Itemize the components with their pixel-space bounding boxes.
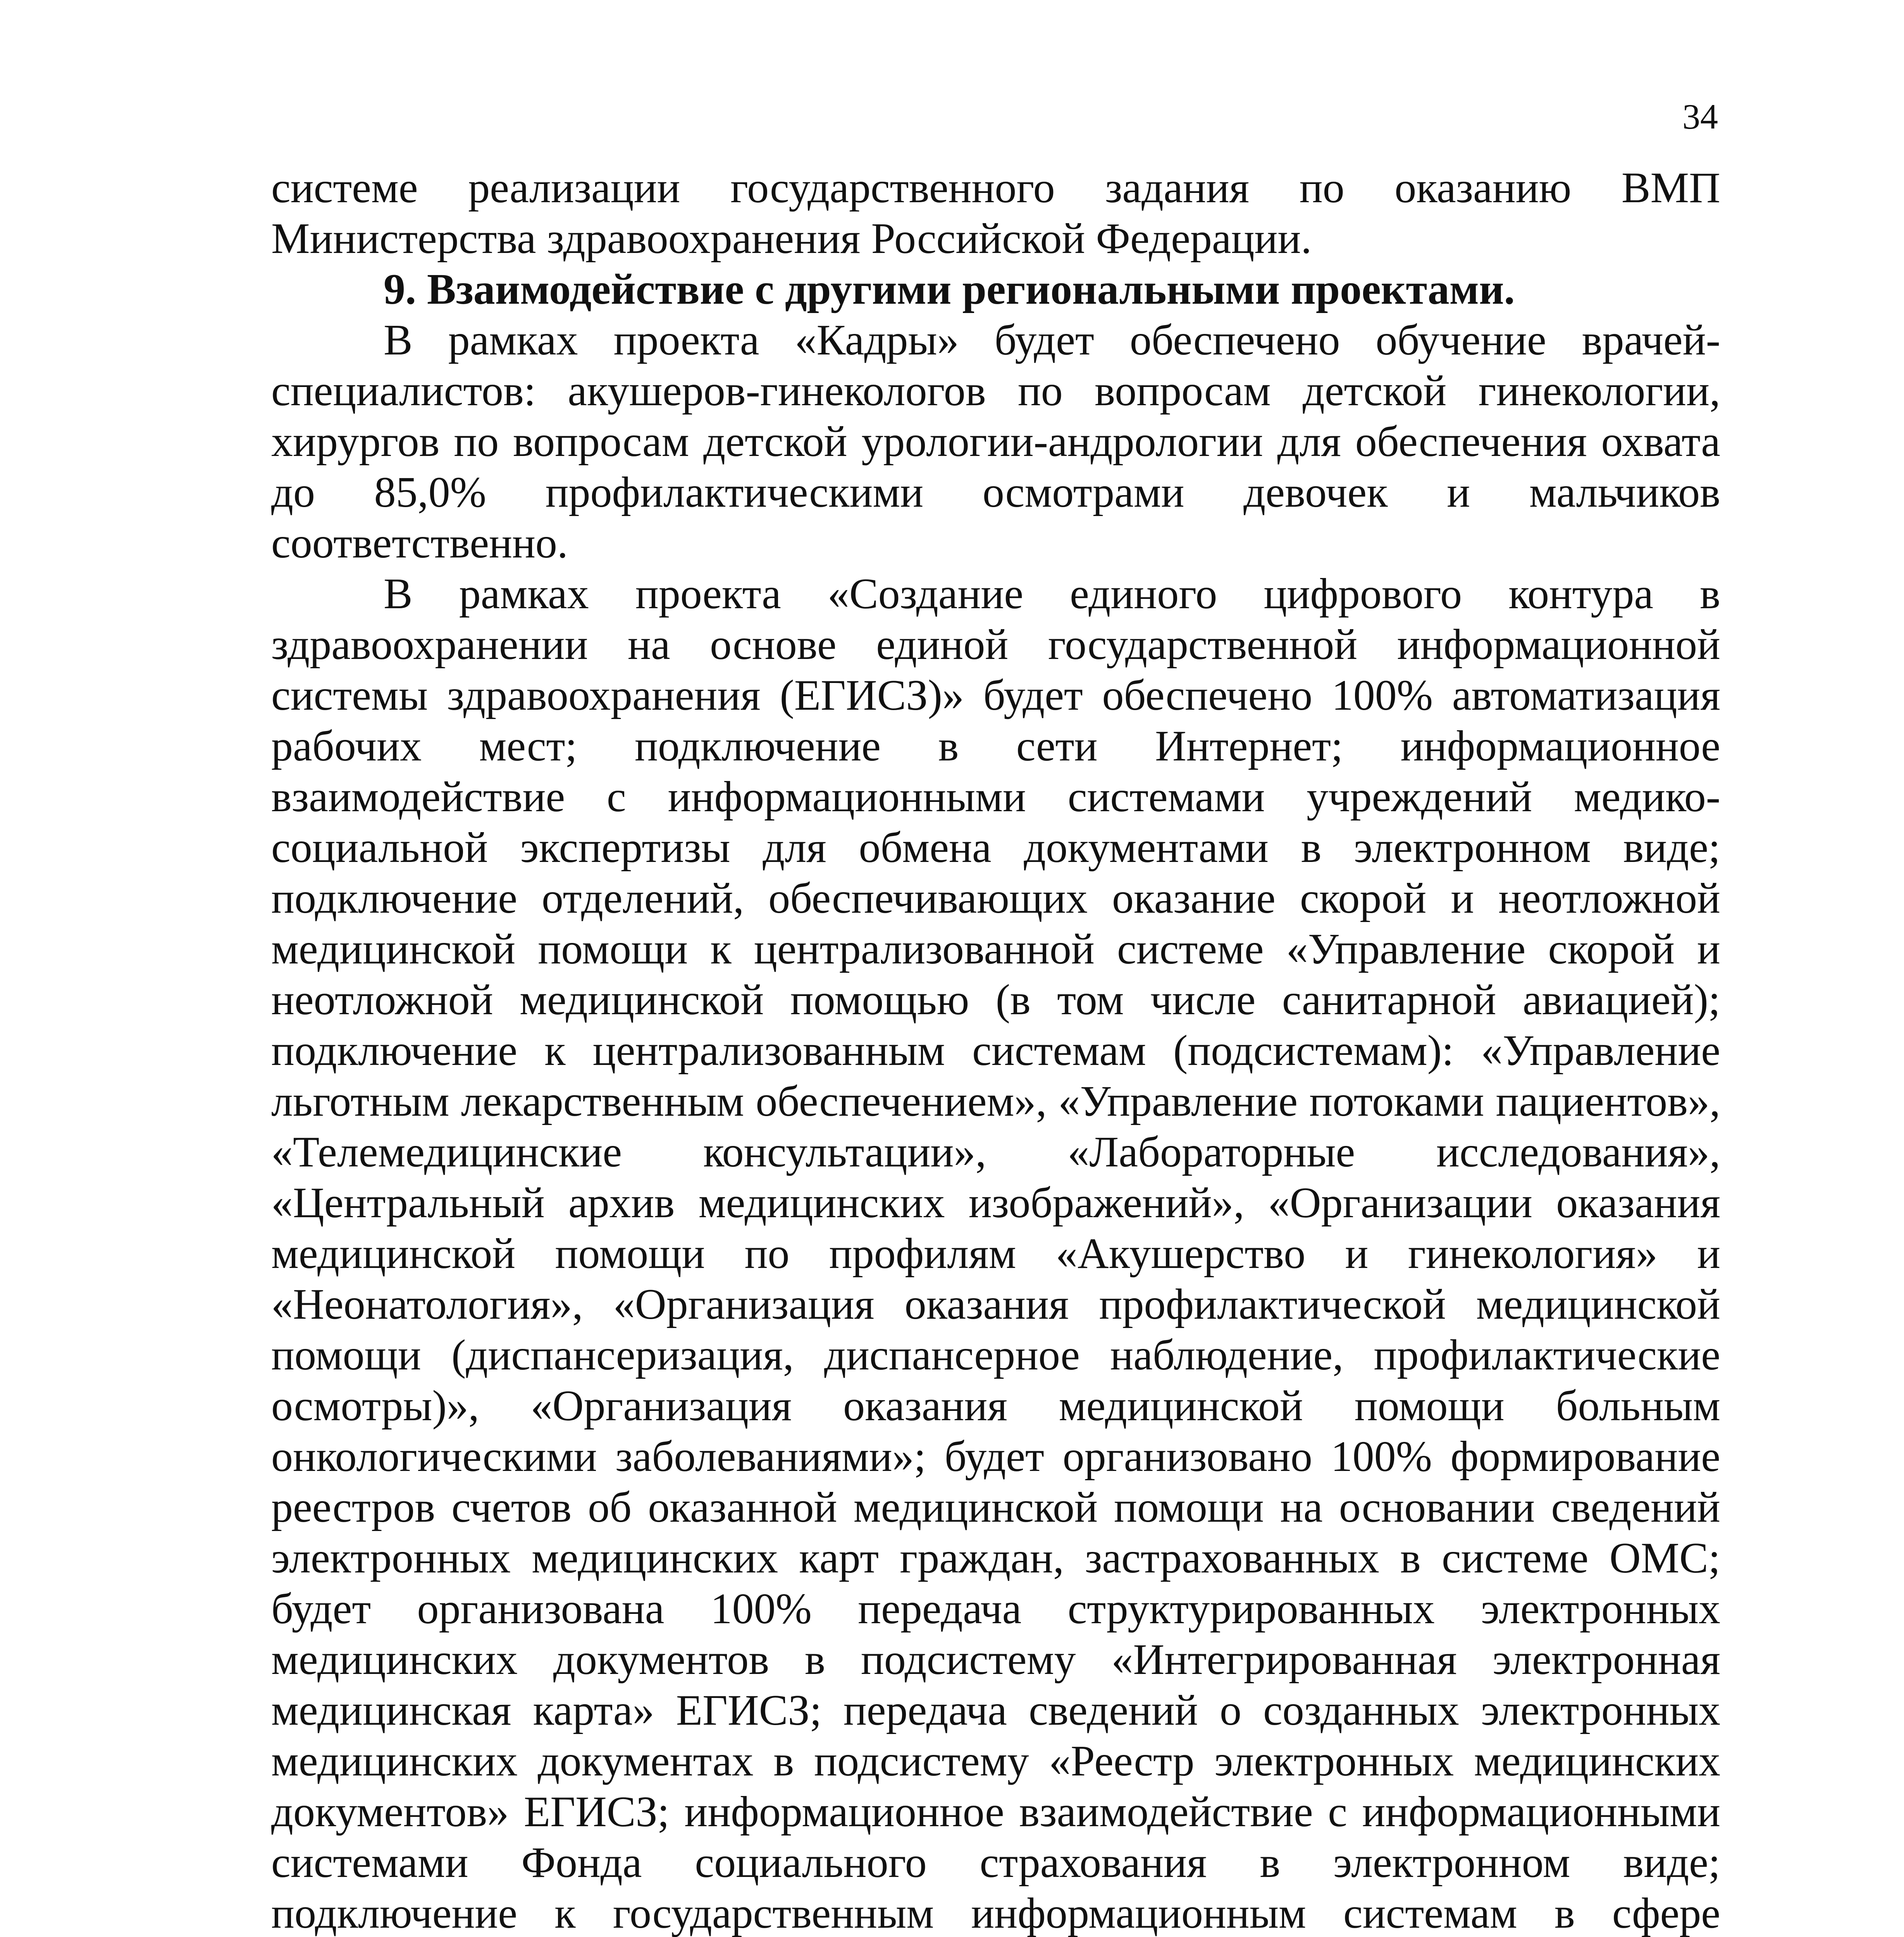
page-number: 34: [1682, 97, 1718, 136]
paragraph-digital-contour-project: В рамках проекта «Создание единого цифрового контура в здравоохранении на основе единой государственной информационной системы здравоохранения (ЕГИСЗ)» будет обеспечено 100% автоматизация рабочих мест; подключение в сети Интернет; информационное взаимодействие с информационными системами учреждений медико-социальной экспертизы для обмена документами в электронном виде; подключение отделений, обеспечивающих оказание скорой и неотложной медицинской помощи к централизованной системе «Управление скорой и неотложной медицинской помощью (в том числе санитарной авиацией); подключение к централизованным системам (подсистемам): «Управление льготным лекарственным обеспечением», «Управление потоками пациентов», «Телемедицинские консультации», «Лабораторные исследования», «Центральный архив медицинских изображений», «Организации оказания медицинской помощи по профилям «Акушерство и гинекология» и «Неонатология», «Организация оказания профилактической медицинской помощи (диспансеризация, диспансерное наблюдение, профилактические осмотры)», «Организация оказания медицинской помощи больным онкологическими заболеваниями»; будет организовано 100% формирование реестров счетов об оказанной медицинской помощи на основании сведений электронных медицинских карт граждан, застрахованных в системе ОМС; будет организована 100% передача структурированных электронных медицинских документов в подсистему «Интегрированная электронная медицинская карта» ЕГИСЗ; передача сведений о созданных электронных медицинских документах в подсистему «Реестр электронных медицинских документов» ЕГИСЗ; информационное взаимодействие с информационными системами Фонда социального страхования в электронном виде; подключение к государственным информационным системам в сфере: [271, 570, 1720, 1937]
paragraph-continuation: системе реализации государственного задания по оказанию ВМП Министерства здравоохранения Российской Федерации.: [271, 164, 1720, 263]
section-heading: 9. Взаимодействие с другими региональными проектами.: [384, 265, 1515, 313]
paragraph-kadry-project: В рамках проекта «Кадры» будет обеспечено обучение врачей-специалистов: акушеров-гинекологов по вопросам детской гинекологии, хирургов по вопросам детской урологии-андрологии для обеспечения охвата до 85,0% профилактическими осмотрами девочек и мальчиков соответственно.: [271, 316, 1720, 567]
document-body: [271, 163, 1720, 1937]
